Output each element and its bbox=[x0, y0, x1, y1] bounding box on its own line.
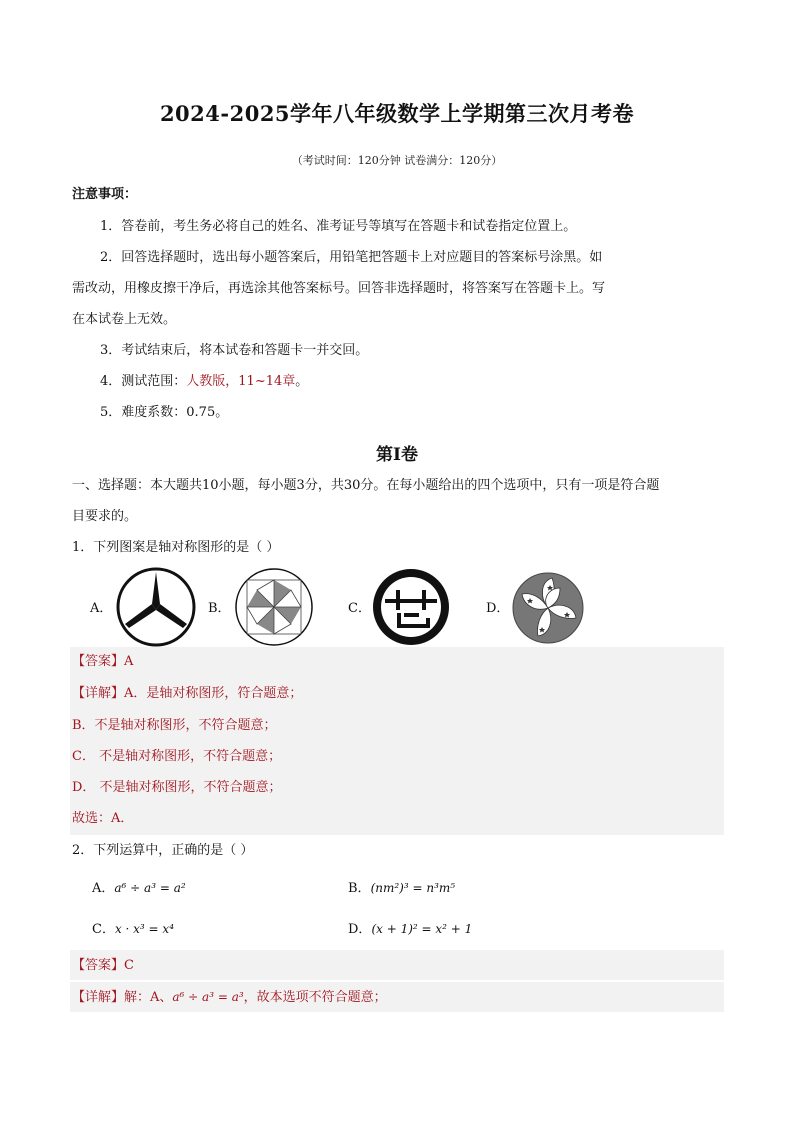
q2-option-c bbox=[92, 920, 174, 939]
note-item-2-line-3: 在本试卷上无效。 bbox=[72, 312, 177, 327]
q1-option-b-label: B． bbox=[208, 601, 231, 616]
q2-option-a bbox=[92, 879, 186, 898]
question-1-stem: 1．下列图案是轴对称图形的是（ ） bbox=[72, 540, 280, 555]
q2-option-b-label: B． bbox=[348, 881, 371, 896]
q2-option-d-label: D． bbox=[348, 922, 372, 937]
q2-answer-panel bbox=[70, 950, 724, 980]
q1-conclusion: 故选：A． bbox=[72, 811, 134, 826]
q1-answer-panel bbox=[70, 647, 724, 835]
q2-option-b bbox=[348, 879, 455, 898]
q1-detail-tag: 【详解】 bbox=[72, 686, 125, 701]
note-item-4-prefix: 4．测试范围： bbox=[100, 374, 187, 389]
q2-option-a-label: A． bbox=[92, 881, 115, 896]
q1-detail-d: D． 不是轴对称图形，不符合题意； bbox=[72, 780, 282, 795]
q2-answer: 【答案】C bbox=[72, 958, 134, 973]
q1-option-c-label: C． bbox=[348, 601, 371, 616]
section-title: 第Ⅰ卷 bbox=[376, 445, 418, 465]
note-item-2-line-1: 2．回答选择题时，选出每小题答案后，用铅笔把答题卡上对应题目的答案标号涂黑。如 bbox=[100, 250, 603, 265]
page-title: 2024-2025学年八年级数学上学期第三次月考卷 bbox=[159, 101, 635, 126]
q2-option-d-math: (x + 1)² = x² + 1 bbox=[371, 922, 473, 936]
q2-detail-prefix: 解：A、 bbox=[124, 990, 173, 1005]
note-item-5: 5．难度系数：0.75。 bbox=[100, 405, 229, 420]
mercedes-star-icon bbox=[115, 566, 197, 648]
exam-info: （考试时间：120分钟 试卷满分：120分） bbox=[291, 154, 503, 167]
q1-option-a-label: A． bbox=[90, 601, 113, 616]
q2-option-c-math: x · x³ = x⁴ bbox=[114, 922, 175, 936]
bauhinia-flower-icon bbox=[510, 570, 586, 646]
q2-option-a-math: a⁶ ÷ a³ = a² bbox=[114, 881, 186, 895]
q2-option-b-math: (nm²)³ = n³m⁵ bbox=[370, 881, 456, 895]
q2-option-c-label: C． bbox=[92, 922, 115, 937]
q1-option-d-label: D． bbox=[486, 601, 510, 616]
q2-detail-suffix: ，故本选项不符合题意； bbox=[243, 990, 387, 1005]
q2-detail-math: a⁶ ÷ a³ = a³ bbox=[172, 990, 244, 1004]
note-item-4-suffix: 。 bbox=[295, 374, 309, 389]
note-item-1: 1．答卷前，考生务必将自己的姓名、准考证号等填写在答题卡和试卷指定位置上。 bbox=[100, 219, 577, 234]
q1-answer: 【答案】A bbox=[72, 654, 134, 669]
question-2-stem: 2．下列运算中，正确的是（ ） bbox=[72, 843, 254, 858]
note-item-4 bbox=[100, 373, 308, 391]
section-intro-line-2: 目要求的。 bbox=[72, 509, 138, 524]
test-range: 人教版，11~14章 bbox=[186, 374, 296, 389]
notes-heading: 注意事项： bbox=[72, 187, 138, 202]
note-item-2-line-2: 需改动，用橡皮擦干净后，再选涂其他答案标号。回答非选择题时，将答案写在答题卡上。写 bbox=[72, 281, 606, 296]
note-item-3: 3．考试结束后，将本试卷和答题卡一并交回。 bbox=[100, 343, 369, 358]
q1-detail-c: C． 不是轴对称图形，不符合题意； bbox=[72, 749, 282, 764]
pinwheel-icon bbox=[233, 566, 315, 648]
q2-option-d bbox=[348, 920, 472, 939]
section-intro-line-1: 一、选择题：本大题共10小题，每小题3分，共30分。在每小题给出的四个选项中，只有一项是符合题 bbox=[72, 478, 660, 493]
q2-detail-tag: 【详解】 bbox=[72, 990, 125, 1005]
q1-detail-a-text: A．是轴对称图形，符合题意； bbox=[124, 686, 303, 701]
circle-gong-icon bbox=[370, 566, 452, 648]
q1-detail-b: B．不是轴对称图形，不符合题意； bbox=[72, 718, 277, 733]
q2-detail bbox=[72, 988, 387, 1007]
q1-detail-a bbox=[72, 685, 302, 703]
